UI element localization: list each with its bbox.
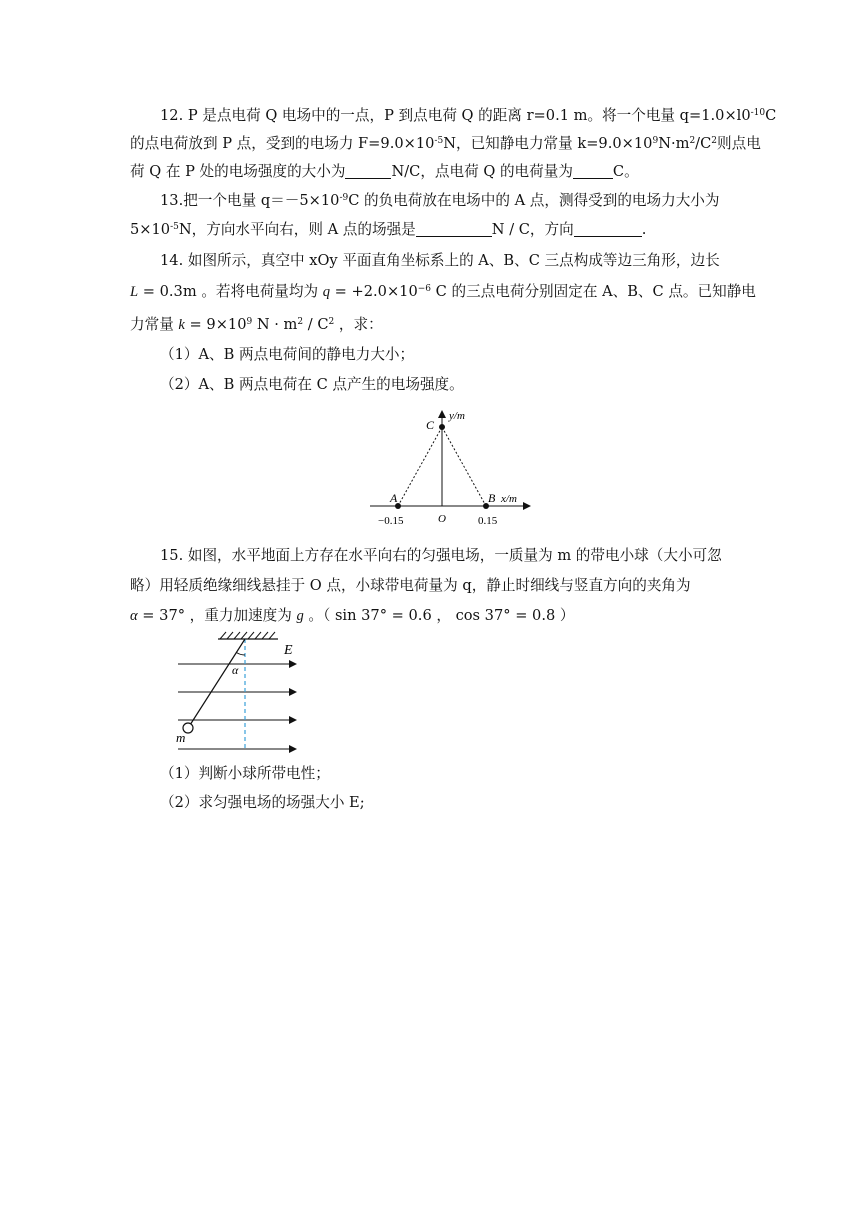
x-axis-label: x/m <box>501 493 517 505</box>
q15-line-2: 略）用轻质绝缘细线悬挂于 O 点，小球带电荷量为 q，静止时细线与竖直方向的夹角为 <box>130 577 691 594</box>
q14-line-1: 14. 如图所示，真空中 xOy 平面直角坐标系上的 A、B、C 三点构成等边三角形，边长 <box>160 252 720 269</box>
tick-pos: 0.15 <box>478 515 498 527</box>
q15-sub-1: （1）判断小球所带电性； <box>160 765 330 782</box>
point-c <box>439 424 445 430</box>
label-c: C <box>426 418 435 432</box>
y-axis-label: y/m <box>449 410 465 422</box>
side-bc <box>442 427 486 506</box>
label-b: B <box>488 491 496 505</box>
q14-line-2: L = 0.3m 。若将电荷量均为 $q = +2.0\times 10^{-6}$ C 的三点电荷分别固定在 A、B、C 点。已知静电 <box>130 283 756 300</box>
label-a: A <box>390 491 398 505</box>
q14-triangle-figure <box>368 405 538 529</box>
label-origin: O <box>438 513 446 525</box>
q15-line-1: 15. 如图，水平地面上方存在水平向右的匀强电场，一质量为 m 的带电小球（大小可忽 <box>160 547 722 564</box>
q14-line-3: 力常量 $k = 9\times 10^9$ $N \cdot m^2 / C^2$ ，求： <box>130 316 383 333</box>
q12-line-2: 的点电荷放到 P 点，受到的电场力 $F=9.0\times 10^{-5}N$，已知静电力常量 $k=9.0\times 10^9N\cdot m^2/C^2$则点电 <box>130 135 761 152</box>
angle-arc <box>236 653 245 656</box>
q15-line-3: α = 37° ，重力加速度为 g 。（ sin 37° = 0.6 ， cos 37° = 0.8 ） <box>130 607 575 624</box>
ceiling-hatch <box>220 632 275 639</box>
tick-neg: −0.15 <box>378 515 404 527</box>
side-ac <box>398 427 442 506</box>
q15-pendulum-figure <box>172 628 306 754</box>
q12-blank-field[interactable] <box>345 164 391 179</box>
q15-sub-2: （2）求匀强电场的场强大小 E; <box>160 794 365 811</box>
q12-line-3: 荷 Q 在 P 处的电场强度的大小为 N/C，点电荷 Q 的电荷量为 C。 <box>130 163 639 180</box>
string <box>190 639 245 725</box>
q14-sub-2: （2）A、B 两点电荷在 C 点产生的电场强度。 <box>160 376 464 393</box>
q13-line-1: 13.把一个电量 $q=-5\times 10^{-9}C$ 的负电荷放在电场中的 A 点，测得受到的电场力大小为 <box>160 192 720 209</box>
q12-blank-charge[interactable] <box>573 164 613 179</box>
label-alpha: α <box>232 663 239 677</box>
q13-line-2: $5\times 10^{-5}N$，方向水平向右，则 A 点的场强是 N / C，方向 . <box>130 221 647 238</box>
q13-blank-field[interactable] <box>416 222 492 237</box>
label-m: m <box>176 730 186 745</box>
q12-line-1: 12. P 是点电荷 Q 电场中的一点，P 到点电荷 Q 的距离 r=0.1 m。将一个电量 $q=1.0\times l0^{-10}C$ <box>160 107 777 124</box>
label-e: E <box>284 643 293 658</box>
q13-blank-direction[interactable] <box>574 222 642 237</box>
q14-sub-1: （1）A、B 两点电荷间的静电力大小； <box>160 346 415 363</box>
